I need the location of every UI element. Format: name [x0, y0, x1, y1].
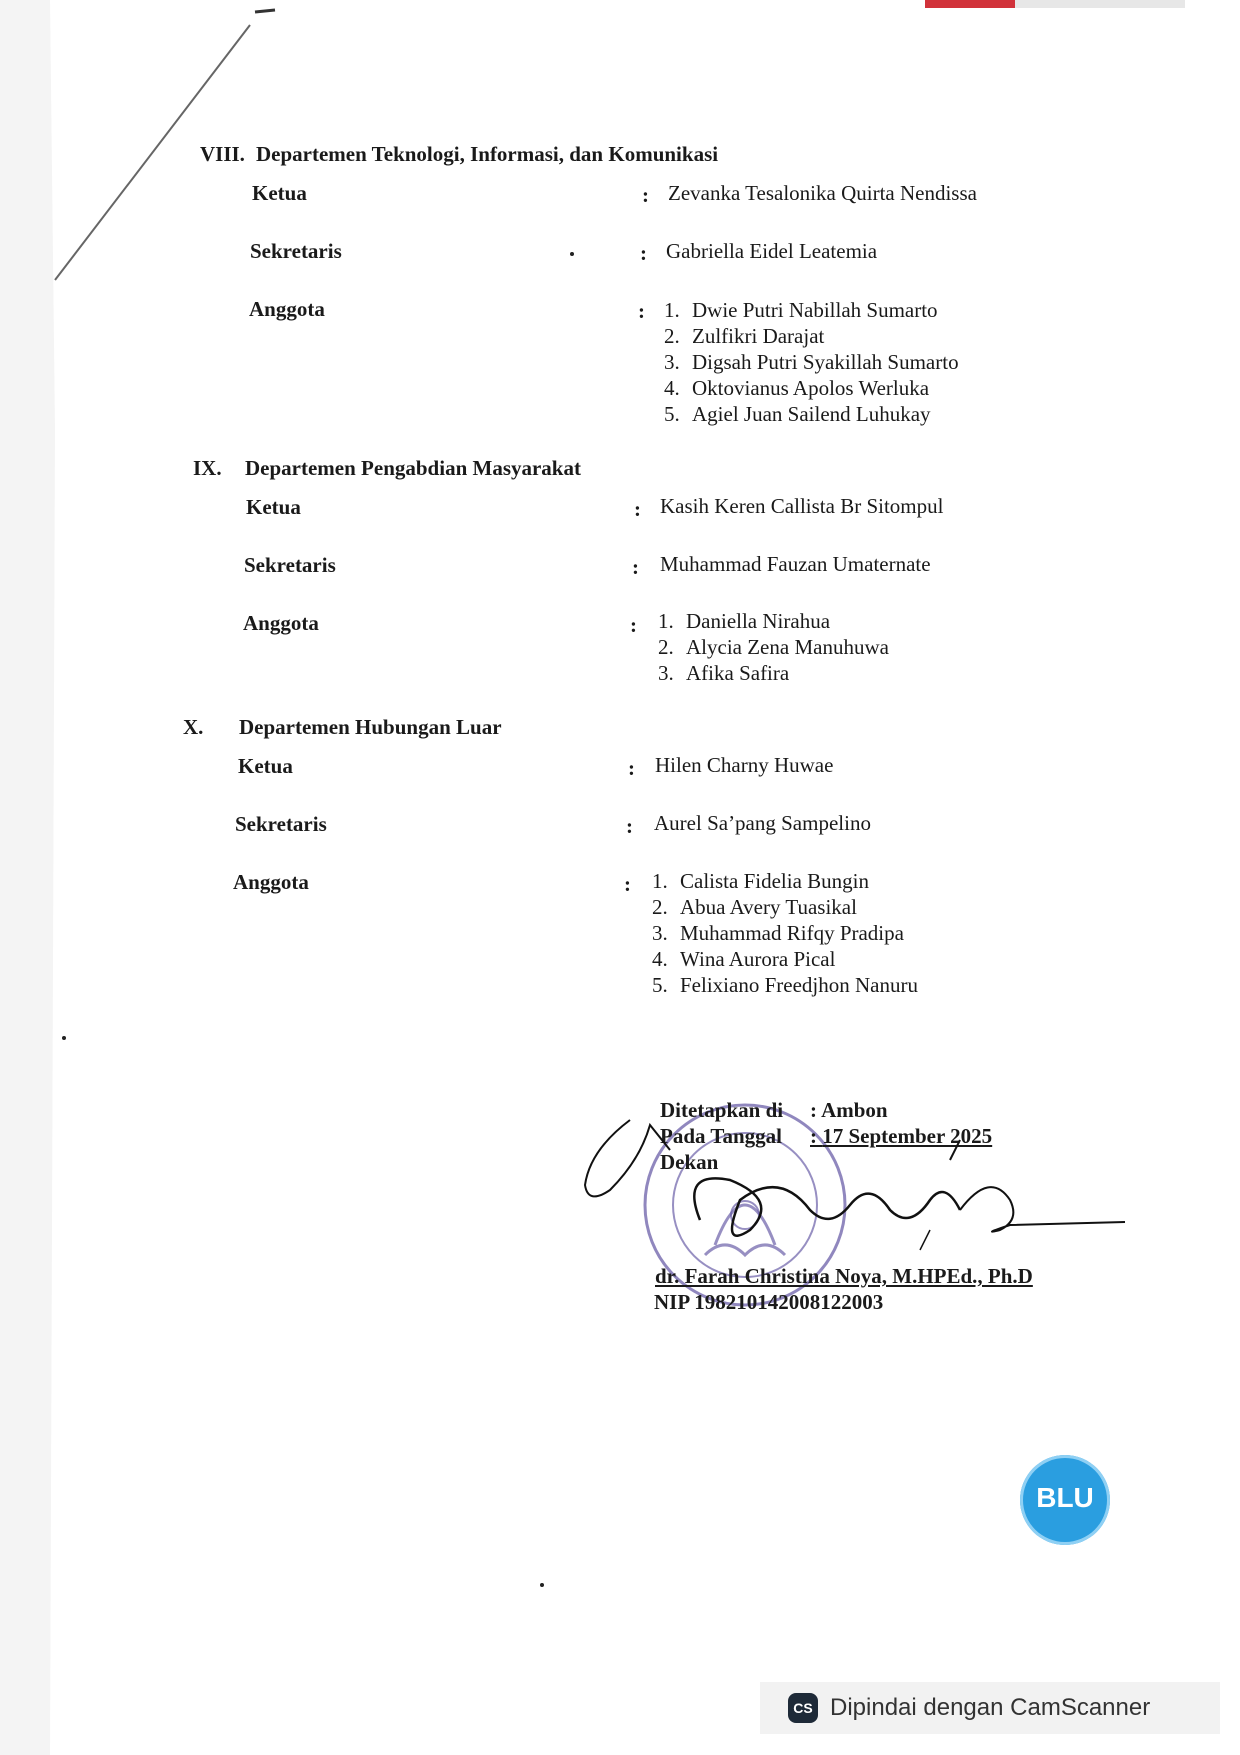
member-list — [664, 297, 959, 427]
colon: : — [624, 872, 631, 896]
colon: : — [638, 299, 645, 323]
list-item: 1. Daniella Nirahua — [658, 609, 831, 633]
list-item: 3. Muhammad Rifqy Pradipa — [652, 921, 904, 945]
handwritten-signature — [580, 1110, 1140, 1260]
section-number: IX. — [193, 456, 222, 480]
blu-badge-logo: BLU — [1020, 1455, 1110, 1545]
member-list — [652, 868, 918, 998]
ketua-name: Zevanka Tesalonika Quirta Nendissa — [668, 181, 977, 205]
sekretaris-label: Sekretaris — [244, 553, 336, 577]
anggota-label: Anggota — [243, 611, 319, 635]
colon: : — [626, 814, 633, 838]
place-line: Ditetapkan di : Ambon — [660, 1098, 888, 1122]
section-number: X. — [183, 715, 204, 739]
sekretaris-label: Sekretaris — [250, 239, 342, 263]
camscanner-footer — [760, 1682, 1220, 1734]
sekretaris-name: Aurel Sa’pang Sampelino — [654, 811, 871, 835]
list-item: 1. Dwie Putri Nabillah Sumarto — [664, 298, 938, 322]
list-item: 1. Calista Fidelia Bungin — [652, 869, 869, 893]
colon: : — [634, 497, 641, 521]
list-item: 2. Abua Avery Tuasikal — [652, 895, 857, 919]
member-list — [658, 608, 889, 686]
sekretaris-label: Sekretaris — [235, 812, 327, 836]
list-item: 2. Zulfikri Darajat — [664, 324, 825, 348]
anggota-label: Anggota — [249, 297, 325, 321]
corner-gray-strip — [1015, 0, 1185, 8]
sekretaris-name: Gabriella Eidel Leatemia — [666, 239, 878, 263]
section-title: Departemen Pengabdian Masyarakat — [245, 456, 581, 480]
list-item: 3. Digsah Putri Syakillah Sumarto — [664, 350, 959, 374]
date-line: Pada Tanggal : 17 September 2025 — [660, 1124, 993, 1148]
scan-dot — [570, 252, 574, 256]
position-line: Dekan — [660, 1150, 719, 1174]
signer-nip: NIP 198210142008122003 — [654, 1290, 884, 1314]
camscanner-text: Dipindai dengan CamScanner — [830, 1694, 1151, 1721]
list-item: 4. Oktovianus Apolos Werluka — [664, 376, 930, 400]
scan-dot — [540, 1583, 544, 1587]
list-item: 2. Alycia Zena Manuhuwa — [658, 635, 889, 659]
ketua-label: Ketua — [246, 495, 301, 519]
list-item: 5. Agiel Juan Sailend Luhukay — [664, 402, 931, 426]
list-item: 3. Afika Safira — [658, 661, 790, 685]
anggota-label: Anggota — [233, 870, 309, 894]
section-number: VIII. — [200, 142, 245, 166]
ketua-label: Ketua — [252, 181, 307, 205]
colon: : — [630, 613, 637, 637]
list-item: 5. Felixiano Freedjhon Nanuru — [652, 973, 918, 997]
colon: : — [632, 555, 639, 579]
ketua-name: Kasih Keren Callista Br Sitompul — [660, 494, 944, 518]
section-title: Departemen Hubungan Luar — [239, 715, 502, 739]
colon: : — [642, 183, 649, 207]
ketua-name: Hilen Charny Huwae — [655, 753, 834, 777]
section-title: Departemen Teknologi, Informasi, dan Komunikasi — [256, 142, 719, 166]
signer-name: dr. Farah Christina Noya, M.HPEd., Ph.D — [655, 1264, 1033, 1288]
colon: : — [640, 241, 647, 265]
corner-red-strip — [925, 0, 1015, 8]
list-item: 4. Wina Aurora Pical — [652, 947, 836, 971]
scan-dot — [62, 1036, 66, 1040]
ketua-label: Ketua — [238, 754, 293, 778]
colon: : — [628, 756, 635, 780]
sekretaris-name: Muhammad Fauzan Umaternate — [660, 552, 931, 576]
camscanner-logo-icon: CS — [788, 1693, 818, 1723]
